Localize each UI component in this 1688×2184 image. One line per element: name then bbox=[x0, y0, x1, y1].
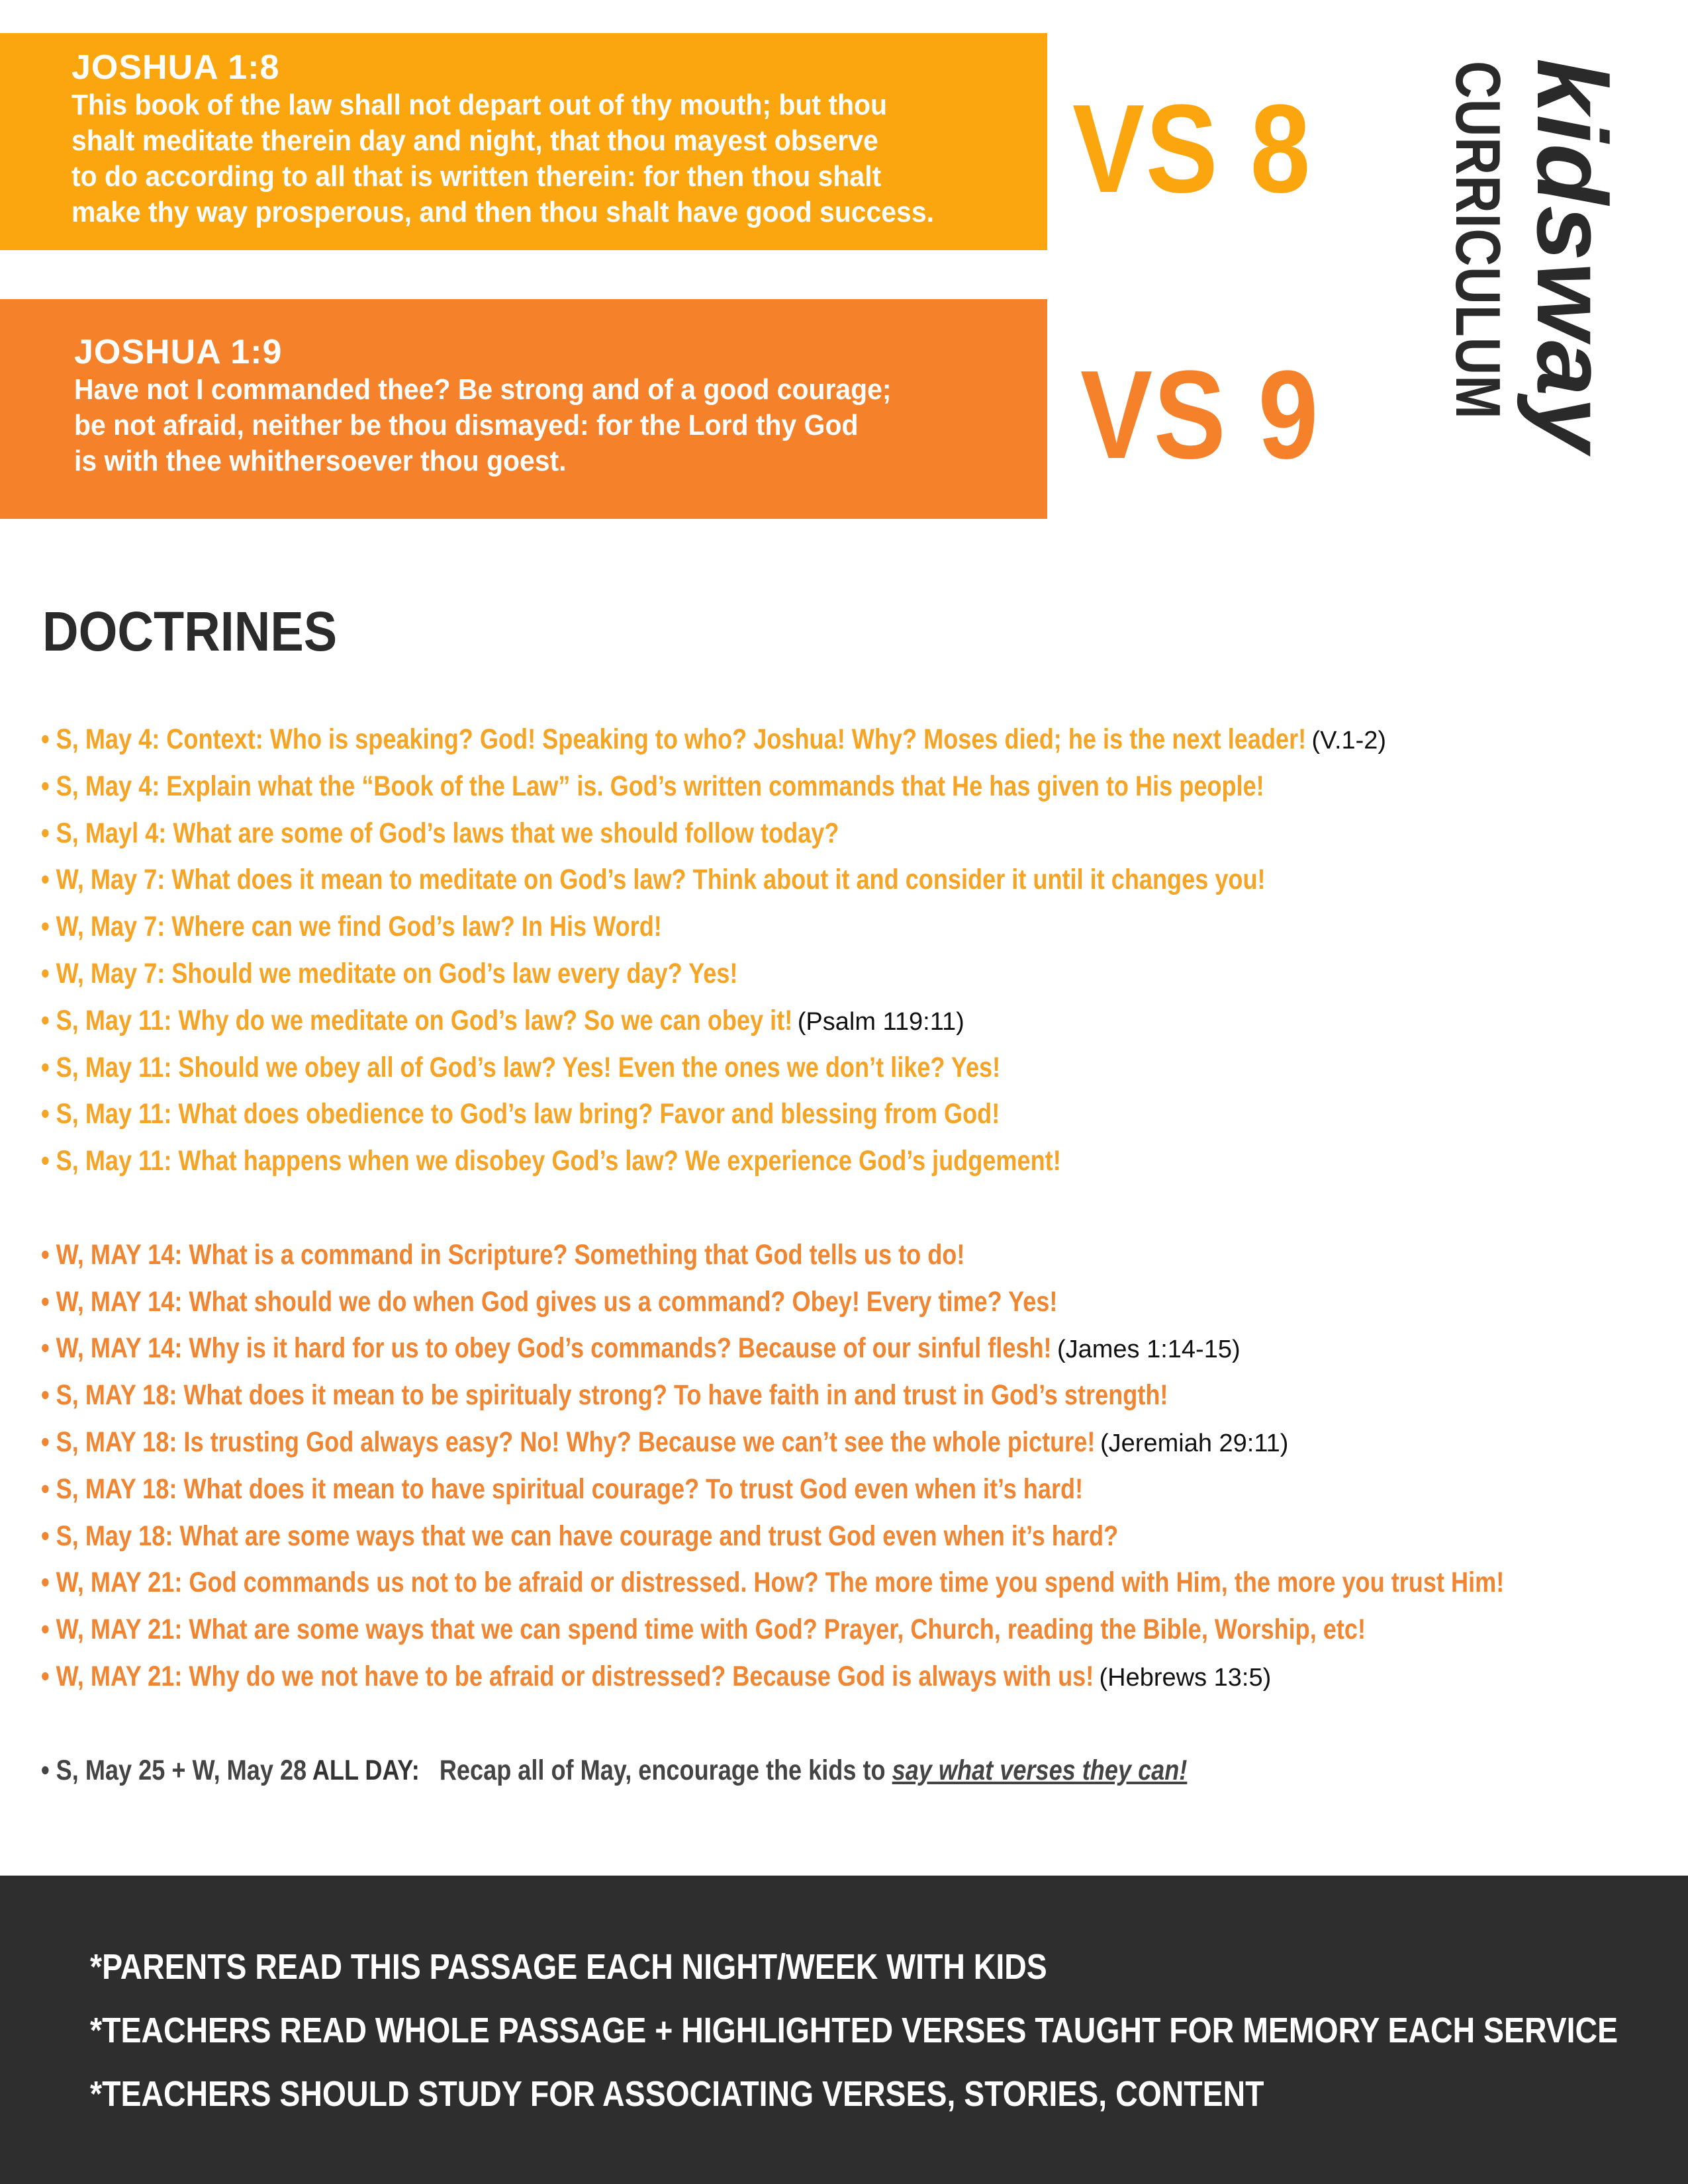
recap-prefix: • S, May 25 + W, May 28 bbox=[41, 1754, 307, 1786]
doctrine-text: • S, MAY 18: What does it mean to have spiritual courage? To trust God even when it’s hard! bbox=[41, 1473, 1084, 1505]
verse-banner-joshua-1-9 bbox=[0, 299, 1047, 519]
doctrine-text: • W, MAY 21: Why do we not have to be afraid or distressed? Because God is always with us! bbox=[41, 1660, 1094, 1692]
recap-emphasis: say what verses they can! bbox=[892, 1754, 1188, 1786]
doctrine-item bbox=[41, 1513, 1676, 1560]
doctrine-text: • W, MAY 14: Why is it hard for us to obey God’s commands? Because of our sinful flesh! bbox=[41, 1332, 1052, 1365]
doctrines-heading: DOCTRINES bbox=[42, 600, 338, 662]
verse-text: This book of the law shall not depart out of thy mouth; but thou shalt meditate therein day and night, that thou mayest observe to do according to all that is written therein: for then thou shalt make thy way prosperous, and then thou shalt have good success. bbox=[71, 89, 934, 228]
doctrine-text: • S, MAY 18: What does it mean to be spiritualy strong? To have faith in and trust in God’s strength! bbox=[41, 1379, 1168, 1412]
doctrine-item bbox=[41, 1559, 1676, 1606]
doctrine-text: • S, May 4: Context: Who is speaking? God! Speaking to who? Joshua! Why? Moses died; he is the next leader! bbox=[41, 723, 1307, 755]
doctrine-text: • W, May 7: What does it mean to meditate on God’s law? Think about it and consider it until it changes you! bbox=[41, 864, 1266, 896]
doctrine-item bbox=[41, 1419, 1676, 1466]
doctrine-text: • S, May 18: What are some ways that we can have courage and trust God even when it’s hard? bbox=[41, 1520, 1119, 1552]
doctrine-text: • W, MAY 21: What are some ways that we can spend time with God? Prayer, Church, reading the Bible, Worship, etc! bbox=[41, 1614, 1366, 1646]
doctrine-item bbox=[41, 763, 1676, 810]
doctrine-item bbox=[41, 1325, 1676, 1372]
doctrine-text: • W, May 7: Should we meditate on God’s law every day? Yes! bbox=[41, 957, 738, 989]
doctrine-text: • S, May 11: Why do we meditate on God’s law? So we can obey it! bbox=[41, 1004, 793, 1036]
kidsway-logo bbox=[1436, 58, 1628, 454]
doctrine-item bbox=[41, 1653, 1676, 1700]
recap-strong: ALL DAY: bbox=[312, 1754, 420, 1786]
footer-note: *TEACHERS SHOULD STUDY FOR ASSOCIATING VERSES, STORIES, CONTENT bbox=[90, 2074, 1264, 2114]
logo-subtitle: CURRICULUM bbox=[1442, 61, 1513, 420]
doctrine-item bbox=[41, 950, 1676, 997]
doctrine-item bbox=[41, 856, 1676, 903]
doctrine-text: • W, MAY 21: God commands us not to be afraid or distressed. How? The more time you spend with Him, the more you trust Him! bbox=[41, 1567, 1505, 1599]
footer-note: *TEACHERS READ WHOLE PASSAGE + HIGHLIGHTED VERSES TAUGHT FOR MEMORY EACH SERVICE bbox=[90, 2011, 1618, 2050]
doctrine-text: • S, May 11: What happens when we disobey God’s law? We experience God’s judgement! bbox=[41, 1145, 1061, 1177]
doctrine-item bbox=[41, 1138, 1676, 1185]
scripture-citation: (Psalm 119:11) bbox=[797, 1007, 964, 1036]
scripture-citation: (James 1:14-15) bbox=[1056, 1336, 1241, 1364]
verse-reference: JOSHUA 1:8 bbox=[71, 48, 280, 87]
doctrine-text: • S, May 4: Explain what the “Book of the Law” is. God’s written commands that He has given to His people! bbox=[41, 770, 1264, 802]
doctrine-item bbox=[41, 903, 1676, 950]
list-spacer bbox=[41, 1185, 1676, 1232]
doctrine-text: • W, MAY 14: What is a command in Scripture? Something that God tells us to do! bbox=[41, 1238, 965, 1271]
verse-banner-joshua-1-8 bbox=[0, 33, 1047, 250]
recap-text bbox=[41, 1747, 1187, 1794]
scripture-citation: (V.1-2) bbox=[1311, 727, 1387, 754]
doctrine-text: • S, Mayl 4: What are some of God’s laws that we should follow today? bbox=[41, 817, 839, 849]
verse-number-label: VS 8 bbox=[1072, 79, 1312, 219]
doctrine-text: • W, May 7: Where can we find God’s law? In His Word! bbox=[41, 911, 662, 943]
doctrine-text: • S, May 11: What does obedience to God’s law bring? Favor and blessing from God! bbox=[41, 1098, 1000, 1130]
doctrine-text: • S, May 11: Should we obey all of God’s law? Yes! Even the ones we don’t like? Yes! bbox=[41, 1051, 1001, 1083]
doctrine-item bbox=[41, 1044, 1676, 1091]
doctrine-item bbox=[41, 1091, 1676, 1138]
recap-item bbox=[41, 1747, 1676, 1794]
verse-number-label: VS 9 bbox=[1080, 345, 1320, 485]
doctrine-item bbox=[41, 1372, 1676, 1419]
doctrine-item bbox=[41, 1279, 1676, 1326]
list-spacer bbox=[41, 1700, 1676, 1747]
verse-text: Have not I commanded thee? Be strong and of a good courage; be not afraid, neither be thou dismayed: for the Lord thy God is with thee whithersoever thou goest. bbox=[74, 373, 892, 477]
doctrine-item bbox=[41, 1466, 1676, 1513]
doctrine-item bbox=[41, 1232, 1676, 1279]
doctrine-item bbox=[41, 716, 1676, 763]
footer-notes bbox=[90, 1935, 1688, 2126]
scripture-citation: (Jeremiah 29:11) bbox=[1100, 1429, 1289, 1457]
verse-reference: JOSHUA 1:9 bbox=[74, 333, 283, 371]
doctrine-item bbox=[41, 997, 1676, 1044]
logo-wordmark: kidsway bbox=[1517, 58, 1628, 454]
doctrine-text: • W, MAY 14: What should we do when God gives us a command? Obey! Every time? Yes! bbox=[41, 1285, 1058, 1318]
footer-note: *PARENTS READ THIS PASSAGE EACH NIGHT/WEEK WITH KIDS bbox=[90, 1947, 1047, 1987]
scripture-citation: (Hebrews 13:5) bbox=[1099, 1663, 1272, 1692]
footer-panel bbox=[0, 1876, 1688, 2184]
doctrine-item bbox=[41, 1606, 1676, 1653]
recap-body: Recap all of May, encourage the kids to bbox=[439, 1754, 886, 1786]
doctrine-text: • S, MAY 18: Is trusting God always easy? No! Why? Because we can’t see the whole picture! bbox=[41, 1426, 1096, 1458]
doctrine-list bbox=[41, 716, 1676, 1794]
doctrine-item bbox=[41, 810, 1676, 857]
